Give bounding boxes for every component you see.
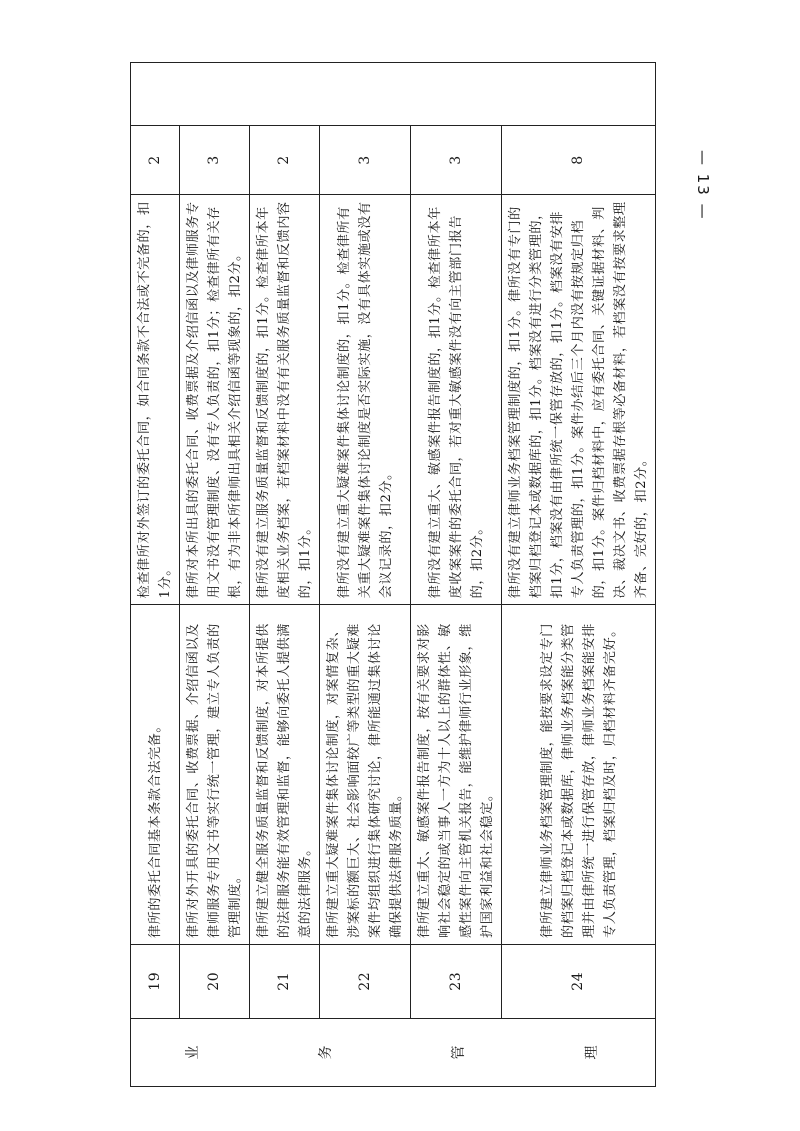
item-criteria: 律所没有建立服务质量监督和反馈制度的，扣1分。检查律所本年度相关业务档案，若档案材料中没有有关服务质量监督和反馈内容的，扣1分。	[250, 194, 320, 605]
row-number: 21	[250, 944, 320, 1018]
item-criteria: 检查律所对外签订的委托合同，如合同条款不合法或不完备的，扣1分。	[131, 194, 180, 605]
row-number: 23	[411, 944, 502, 1018]
assessment-table	[130, 62, 656, 1087]
item-content: 律所建立重大、敏感案件报告制度，按有关要求对影响社会稳定的或当事人一方为十人以上的群体性、敏感性案件向主管机关报告，能维护律师行业形象，维护国家利益和社会稳定。	[411, 605, 502, 945]
item-score: 2	[131, 126, 180, 194]
item-criteria: 律所对本所出具的委托合同、收费票据及介绍信函以及律师服务专用文书没有管理制度、没有专人负责的，扣1分；检查律所有关存根，有为非本所律师出具相关介绍信函等现象的，扣2分。	[180, 194, 250, 605]
table-row	[320, 63, 411, 1087]
table-row	[250, 63, 320, 1087]
table-row	[180, 63, 250, 1087]
item-score: 3	[320, 126, 411, 194]
table-row	[131, 63, 180, 1087]
row-number: 20	[180, 944, 250, 1018]
category-char: 务	[318, 1045, 334, 1060]
item-score: 2	[250, 126, 320, 194]
category-cell	[131, 1018, 656, 1086]
item-score: 8	[502, 126, 656, 194]
item-content: 律所建立健全服务质量监督和反馈制度，对本所提供的法律服务能有效管理和监督，能够向委托人提供满意的法律服务。	[250, 605, 320, 945]
item-content: 律所对外开具的委托合同、收费票据、介绍信函以及律师服务专用文书等实行统一管理，建立专人负责的管理制度。	[180, 605, 250, 945]
page-number: — 13 —	[694, 150, 712, 221]
item-criteria: 律所没有建立律师业务档案管理制度的，扣1分。律所没有专门的档案归档登记本或数据库的，扣1分。档案没有进行分类管理的，扣1分，档案没有由律所统一保管存放的，扣1分。档案没有安排专人负责管理的，扣1分。案件办结后三个月内没有按规定归档的，扣1分。案件归档材料中，应有委托合同、关键证据材料、判决、裁决文书、收费票据存根等必备材料，若档案没有按要求整理齐备、完好的，扣2分。	[502, 194, 656, 605]
category-char: 业	[185, 1045, 201, 1060]
item-content: 律所建立律师业务档案管理制度，能按要求设定专门的档案归档登记本或数据库，律师业务档案能分类管理并由律所统一进行保管存放，律师业务档案能安排专人负责管理，档案归档及时，归档材料齐备完好。	[502, 605, 656, 945]
category-char: 管	[451, 1045, 467, 1060]
item-content: 律所的委托合同基本条款合法完备。	[131, 605, 180, 945]
category-label	[183, 1025, 603, 1080]
rotated-table-container	[130, 62, 649, 1087]
row-number: 19	[131, 944, 180, 1018]
row-number: 22	[320, 944, 411, 1018]
table-row	[502, 63, 656, 1087]
table-row	[411, 63, 502, 1087]
remark-cell	[131, 63, 656, 126]
row-number: 24	[502, 944, 656, 1018]
item-criteria: 律所没有建立重大、敏感案件报告制度的，扣1分。检查律所本年度收案案件的委托合同，若对重大敏感案件没有向主管部门报告的，扣2分。	[411, 194, 502, 605]
item-criteria: 律所没有建立重大疑难案件集体讨论制度的，扣1分。检查律所有关重大疑难案件集体讨论制度是否实际实施，没有具体实施或没有会议记录的，扣2分。	[320, 194, 411, 605]
item-score: 3	[180, 126, 250, 194]
item-content: 律所建立重大疑难案件集体讨论制度，对案情复杂、涉案标的额巨大、社会影响面较广等类型的重大疑难案件均组织进行集体研究讨论，律所能通过集体讨论确保提供法律服务质量。	[320, 605, 411, 945]
category-char: 理	[584, 1045, 600, 1060]
item-score: 3	[411, 126, 502, 194]
